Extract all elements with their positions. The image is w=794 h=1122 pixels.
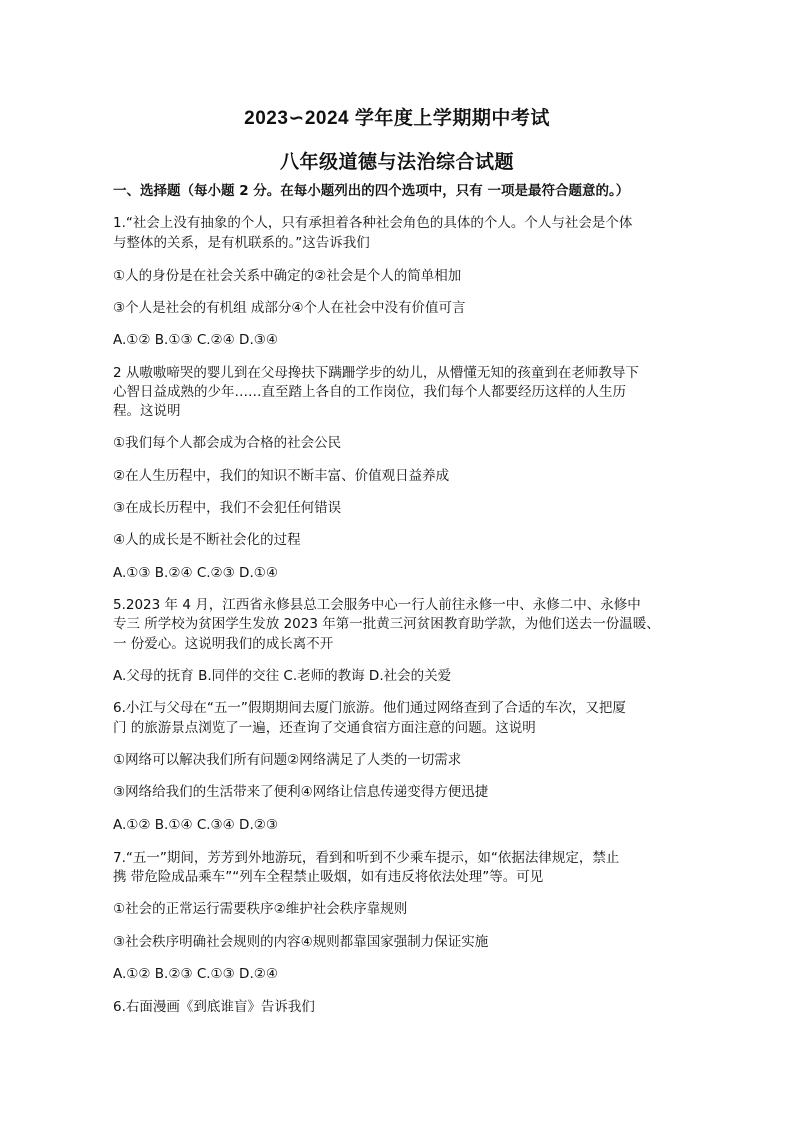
question-stem: 2 从嗷嗷啼哭的婴儿到在父母搀扶下蹒跚学步的幼儿，从懵懂无知的孩童到在老师教导下 — [113, 365, 639, 381]
question-stem: 程。这说明 — [113, 403, 181, 419]
question-stem: 5.2023 年 4 月，江西省永修县总工会服务中心一行人前往永修一中、永修二中、永修中 — [113, 597, 641, 613]
question-stem: 与整体的关系，是有机联系的。”这告诉我们 — [113, 235, 370, 251]
question-stem: 1.“社会上没有抽象的个人，只有承担着各种社会角色的具体的个人。个人与社会是个体 — [113, 215, 633, 231]
question-stem: 门 的旅游景点浏览了一遍，还查询了交通食宿方面注意的问题。这说明 — [113, 720, 536, 736]
option-line: ①社会的正常运行需要秩序②维护社会秩序靠规则 — [113, 901, 408, 917]
question-stem: 7.“五一”期间，芳芳到外地游玩，看到和听到不少乘车提示，如“依据法律规定，禁止 — [113, 850, 620, 866]
option-line: ③网络给我们的生活带来了便利④网络让信息传递变得方便迅捷 — [113, 784, 489, 800]
question-stem: 6.右面漫画《到底谁盲》告诉我们 — [113, 999, 315, 1015]
option-line: ①网络可以解决我们所有问题②网络满足了人类的一切需求 — [113, 752, 462, 768]
exam-subtitle: 八年级道德与法治综合试题 — [279, 152, 514, 173]
answer-choices: A.父母的抚育 B.同伴的交往 C.老师的教诲 D.社会的关爱 — [113, 668, 452, 684]
option-line: ①我们每个人都会成为合格的社会公民 — [113, 435, 342, 451]
section-header: 一、选择题（每小题 2 分。在每小题列出的四个选项中，只有 一项是最符合题意的。） — [113, 183, 630, 199]
exam-title: 2023∽2024 学年度上学期期中考试 — [244, 108, 550, 129]
answer-choices: A.①③ B.②④ C.②③ D.①④ — [113, 565, 278, 581]
answer-choices: A.①② B.①③ C.②④ D.③④ — [113, 332, 278, 348]
option-line: ③个人是社会的有机组 成部分④个人在社会中没有价值可言 — [113, 300, 466, 316]
option-line: ④人的成长是不断社会化的过程 — [113, 532, 301, 548]
question-stem: 6.小江与父母在“五一”假期期间去厦门旅游。他们通过网络查到了合适的车次，又把厦 — [113, 700, 626, 716]
option-line: ③社会秩序明确社会规则的内容④规则都靠国家强制力保证实施 — [113, 934, 489, 950]
question-stem: 专三 所学校为贫困学生发放 2023 年第一批黄三河贫困教育助学款，为他们送去一份温暖、 — [113, 616, 660, 632]
option-line: ①人的身份是在社会关系中确定的②社会是个人的简单相加 — [113, 268, 462, 284]
question-stem: 携 带危险成品乘车”“列车全程禁止吸烟，如有违反将依法处理”等。可见 — [113, 869, 544, 885]
question-stem: 心智日益成熟的少年……直至踏上各自的工作岗位，我们每个人都要经历这样的人生历 — [113, 384, 626, 400]
answer-choices: A.①② B.②③ C.①③ D.②④ — [113, 966, 278, 982]
answer-choices: A.①② B.①④ C.③④ D.②③ — [113, 817, 278, 833]
option-line: ③在成长历程中，我们不会犯任何错误 — [113, 500, 342, 516]
option-line: ②在人生历程中，我们的知识不断丰富、价值观日益养成 — [113, 468, 450, 484]
question-stem: 一 份爱心。这说明我们的成长离不开 — [113, 636, 334, 652]
